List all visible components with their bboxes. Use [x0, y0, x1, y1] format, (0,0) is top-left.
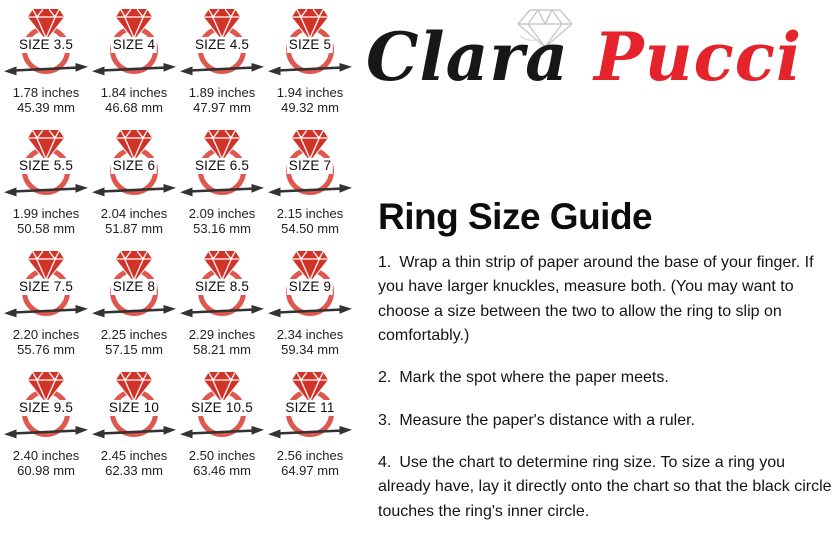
ring-size-chart [2, 4, 370, 488]
brand-name-first: Clara [366, 18, 569, 96]
ring-measurements [90, 206, 178, 236]
ring-measurements [2, 85, 90, 115]
ring-diameter-inches: 1.78 inches [12, 85, 80, 100]
ring-diameter-mm: 45.39 mm [17, 100, 75, 115]
ring-size-cell [178, 367, 266, 488]
ring-diameter-mm: 55.76 mm [17, 342, 75, 357]
ring-diagram [266, 246, 354, 320]
ring-diagram [178, 125, 266, 199]
ring-size-cell [2, 367, 90, 488]
ring-size-label: SIZE 10 [108, 400, 160, 415]
ring-diameter-inches: 2.25 inches [100, 327, 168, 342]
ring-diameter-mm: 57.15 mm [105, 342, 163, 357]
ring-size-label: SIZE 4.5 [194, 37, 250, 52]
ring-measurements [178, 327, 266, 357]
ring-size-cell [266, 4, 354, 125]
ring-diameter-inches: 1.94 inches [276, 85, 344, 100]
ring-measurements [2, 206, 90, 236]
instruction-step [378, 251, 836, 348]
ring-diameter-mm: 64.97 mm [281, 463, 339, 478]
ring-size-label: SIZE 7 [288, 158, 332, 173]
ring-measurements [178, 206, 266, 236]
step-number: 4. [378, 453, 392, 471]
ring-diameter-mm: 54.50 mm [281, 221, 339, 236]
ring-diameter-mm: 46.68 mm [105, 100, 163, 115]
ring-diagram [178, 367, 266, 441]
ring-diameter-inches: 1.89 inches [188, 85, 256, 100]
ring-size-cell [266, 367, 354, 488]
ring-diameter-inches: 1.99 inches [12, 206, 80, 221]
ring-size-label: SIZE 11 [285, 400, 335, 415]
brand-logo [366, 0, 839, 100]
step-text: Use the chart to determine ring size. To size a ring you already have, lay it directly onto the chart so that the black circle touches the ring's inner circle. [378, 453, 832, 520]
ring-diagram [178, 246, 266, 320]
ring-measurements [266, 85, 354, 115]
ring-size-label: SIZE 8.5 [194, 279, 250, 294]
ring-diameter-inches: 2.40 inches [12, 448, 80, 463]
ring-diameter-mm: 53.16 mm [193, 221, 251, 236]
ring-size-label: SIZE 10.5 [191, 400, 253, 415]
ring-diameter-inches: 2.15 inches [276, 206, 344, 221]
ring-measurements [90, 448, 178, 478]
ring-diameter-mm: 51.87 mm [105, 221, 163, 236]
ring-size-label: SIZE 6.5 [194, 158, 250, 173]
step-number: 2. [378, 369, 392, 387]
ring-size-cell [2, 125, 90, 246]
ring-diagram [178, 4, 266, 78]
ring-size-label: SIZE 3.5 [18, 37, 74, 52]
instruction-step [378, 409, 836, 433]
ring-diameter-mm: 50.58 mm [17, 221, 75, 236]
ring-size-cell [266, 246, 354, 367]
page-title: Ring Size Guide [378, 196, 653, 237]
step-number: 1. [378, 254, 392, 271]
step-number: 3. [378, 411, 392, 429]
ring-diameter-inches: 2.50 inches [188, 448, 256, 463]
ring-size-label: SIZE 5.5 [18, 158, 74, 173]
ring-size-cell [178, 4, 266, 125]
ring-size-label: SIZE 4 [112, 37, 156, 52]
ring-diameter-inches: 2.09 inches [188, 206, 256, 221]
ring-diameter-mm: 59.34 mm [281, 342, 339, 357]
ring-diameter-mm: 58.21 mm [193, 342, 251, 357]
ring-diagram [90, 125, 178, 199]
ring-diagram [90, 367, 178, 441]
ring-size-cell [178, 246, 266, 367]
ring-size-cell [178, 125, 266, 246]
ring-diagram [2, 4, 90, 78]
step-text: Wrap a thin strip of paper around the base of your finger. If you have larger knuckles, measure both. (You may want to choose a size between the two to allow the ring to slip on comfortably.) [378, 254, 814, 344]
ring-diagram [90, 246, 178, 320]
instruction-list [378, 251, 836, 542]
ring-diameter-mm: 63.46 mm [193, 463, 251, 478]
ring-measurements [266, 206, 354, 236]
ring-measurements [178, 85, 266, 115]
ring-diagram [266, 125, 354, 199]
ring-measurements [2, 448, 90, 478]
ring-measurements [266, 448, 354, 478]
ring-diagram [2, 367, 90, 441]
ring-size-label: SIZE 9.5 [18, 400, 74, 415]
ring-diagram [2, 246, 90, 320]
ring-measurements [266, 327, 354, 357]
ring-size-cell [90, 367, 178, 488]
ring-size-cell [266, 125, 354, 246]
ring-diameter-inches: 2.45 inches [100, 448, 168, 463]
ring-size-label: SIZE 8 [112, 279, 156, 294]
ring-diagram [2, 125, 90, 199]
ring-diameter-inches: 1.84 inches [100, 85, 168, 100]
ring-size-label: SIZE 7.5 [18, 279, 74, 294]
ring-diameter-mm: 47.97 mm [193, 100, 251, 115]
ring-diagram [266, 367, 354, 441]
ring-size-label: SIZE 9 [288, 279, 332, 294]
instruction-step [378, 366, 836, 390]
ring-size-cell [2, 4, 90, 125]
brand-name-second: Pucci [594, 18, 803, 96]
ring-diameter-inches: 2.56 inches [276, 448, 344, 463]
step-text: Measure the paper's distance with a ruler. [399, 411, 695, 429]
guide-panel [366, 0, 839, 520]
step-text: Mark the spot where the paper meets. [399, 369, 669, 387]
ring-measurements [90, 327, 178, 357]
ring-size-label: SIZE 6 [112, 158, 156, 173]
ring-size-cell [90, 246, 178, 367]
ring-diagram [90, 4, 178, 78]
ring-size-cell [90, 4, 178, 125]
ring-diameter-inches: 2.34 inches [276, 327, 344, 342]
ring-size-label: SIZE 5 [288, 37, 332, 52]
ring-measurements [2, 327, 90, 357]
ring-size-cell [90, 125, 178, 246]
ring-diameter-inches: 2.29 inches [188, 327, 256, 342]
ring-diameter-inches: 2.20 inches [12, 327, 80, 342]
instruction-step [378, 451, 836, 524]
ring-diagram [266, 4, 354, 78]
ring-diameter-mm: 62.33 mm [105, 463, 163, 478]
ring-measurements [178, 448, 266, 478]
ring-measurements [90, 85, 178, 115]
ring-diameter-inches: 2.04 inches [100, 206, 168, 221]
ring-size-cell [2, 246, 90, 367]
ring-diameter-mm: 49.32 mm [281, 100, 339, 115]
ring-diameter-mm: 60.98 mm [17, 463, 75, 478]
